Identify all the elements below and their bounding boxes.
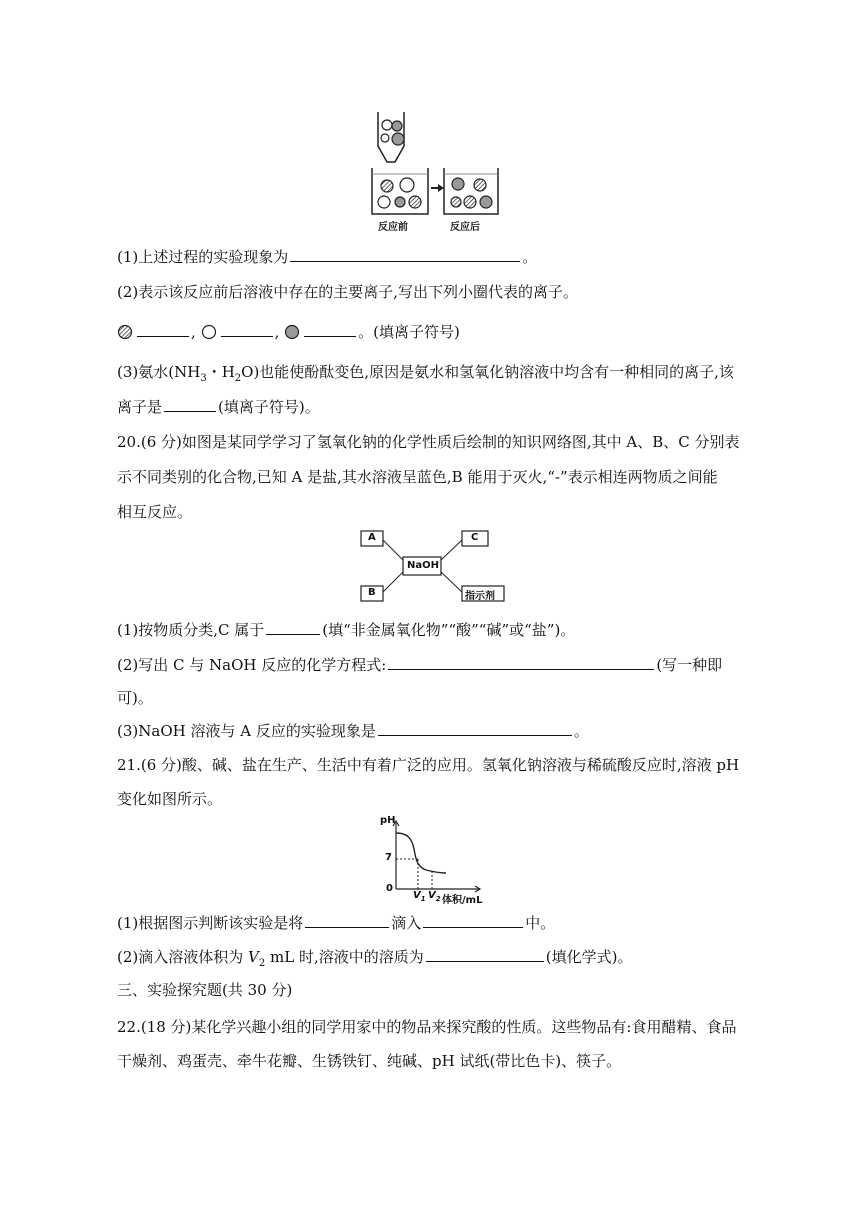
q20-intro-line3: 相互反应。: [117, 503, 193, 521]
chart-v1: $V_1$: [413, 890, 426, 903]
answer-blank[interactable]: [290, 245, 520, 262]
q21-part2: (2)滴入溶液体积为 $V_2$ mL 时,溶液中的溶质为 (填化学式)。: [117, 945, 632, 975]
answer-blank[interactable]: [221, 320, 273, 337]
answer-blank[interactable]: [304, 320, 356, 337]
answer-blank[interactable]: [305, 911, 389, 928]
answer-blank[interactable]: [137, 320, 189, 337]
white-circle-icon: [201, 324, 217, 340]
gray-circle-icon: [284, 324, 300, 340]
answer-blank[interactable]: [423, 911, 523, 928]
answer-blank[interactable]: [426, 945, 544, 962]
q20-intro-line2: 示不同类别的化合物,已知 A 是盐,其水溶液呈蓝色,B 能用于灭火,“-”表示相连两物质之间能: [117, 468, 718, 486]
q21-intro-line2: 变化如图所示。: [117, 790, 223, 808]
q21-intro-line1: 21.(6 分)酸、碱、盐在生产、生活中有着广泛的应用。氢氧化钠溶液与稀硫酸反应时,溶液 pH: [117, 756, 740, 774]
answer-blank[interactable]: [378, 719, 572, 736]
q20-part3: (3)NaOH 溶液与 A 反应的实验现象是 。: [117, 719, 589, 742]
chart-ylabel: pH: [380, 815, 396, 826]
q20-intro-line1: 20.(6 分)如图是某同学学习了氢氧化钠的化学性质后绘制的知识网络图,其中 A、B、C 分别表: [117, 433, 740, 451]
chart-origin: 0: [386, 883, 393, 894]
q19-part3-line2: 离子是 (填离子符号)。: [117, 395, 320, 418]
answer-blank[interactable]: [388, 653, 654, 670]
node-c: C: [471, 532, 479, 543]
naoh-network-diagram: [360, 530, 520, 604]
q19-part2: (2)表示该反应前后溶液中存在的主要离子,写出下列小圈代表的离子。: [117, 283, 579, 301]
q21-part1: (1)根据图示判断该实验是将 滴入 中。: [117, 911, 555, 934]
q22-line1: 22.(18 分)某化学兴趣小组的同学用家中的物品来探究酸的性质。这些物品有:食用醋精、食品: [117, 1018, 737, 1036]
q19-part1: (1)上述过程的实验现象为 。: [117, 245, 537, 268]
q20-part2-line2: 可)。: [117, 689, 153, 707]
hatched-circle-icon: [117, 324, 133, 340]
before-label: 反应前: [378, 222, 408, 233]
node-a: A: [368, 532, 376, 543]
chart-xlabel: 体积/mL: [442, 895, 483, 906]
node-indicator: 指示剂: [465, 591, 495, 602]
section-title: 三、实验探究题(共 30 分): [117, 981, 293, 999]
answer-blank[interactable]: [266, 618, 320, 635]
q19-part3-line1: (3)氨水($NH_3$・$H_2O$)也能使酚酞变色,原因是氨水和氢氧化钠溶液中均含有一种相同的离子,该: [117, 363, 734, 384]
q19-ion-row: , , 。(填离子符号): [117, 320, 460, 343]
q20-part2: (2)写出 C 与 NaOH 反应的化学方程式: (写一种即: [117, 653, 722, 676]
chart-ytick-7: 7: [385, 852, 392, 863]
q20-part1: (1)按物质分类,C 属于 (填“非金属氧化物”“酸”“碱”或“盐”)。: [117, 618, 575, 641]
node-b: B: [368, 587, 376, 598]
q22-line2: 干燥剂、鸡蛋壳、牵牛花瓣、生锈铁钉、纯碱、pH 试纸(带比色卡)、筷子。: [117, 1052, 622, 1070]
answer-blank[interactable]: [164, 395, 216, 412]
node-naoh: NaOH: [407, 560, 439, 571]
after-label: 反应后: [450, 222, 480, 233]
chart-v2: $V_2$: [428, 890, 441, 903]
reaction-figure: [360, 108, 500, 236]
ph-curve-chart: [380, 817, 490, 905]
